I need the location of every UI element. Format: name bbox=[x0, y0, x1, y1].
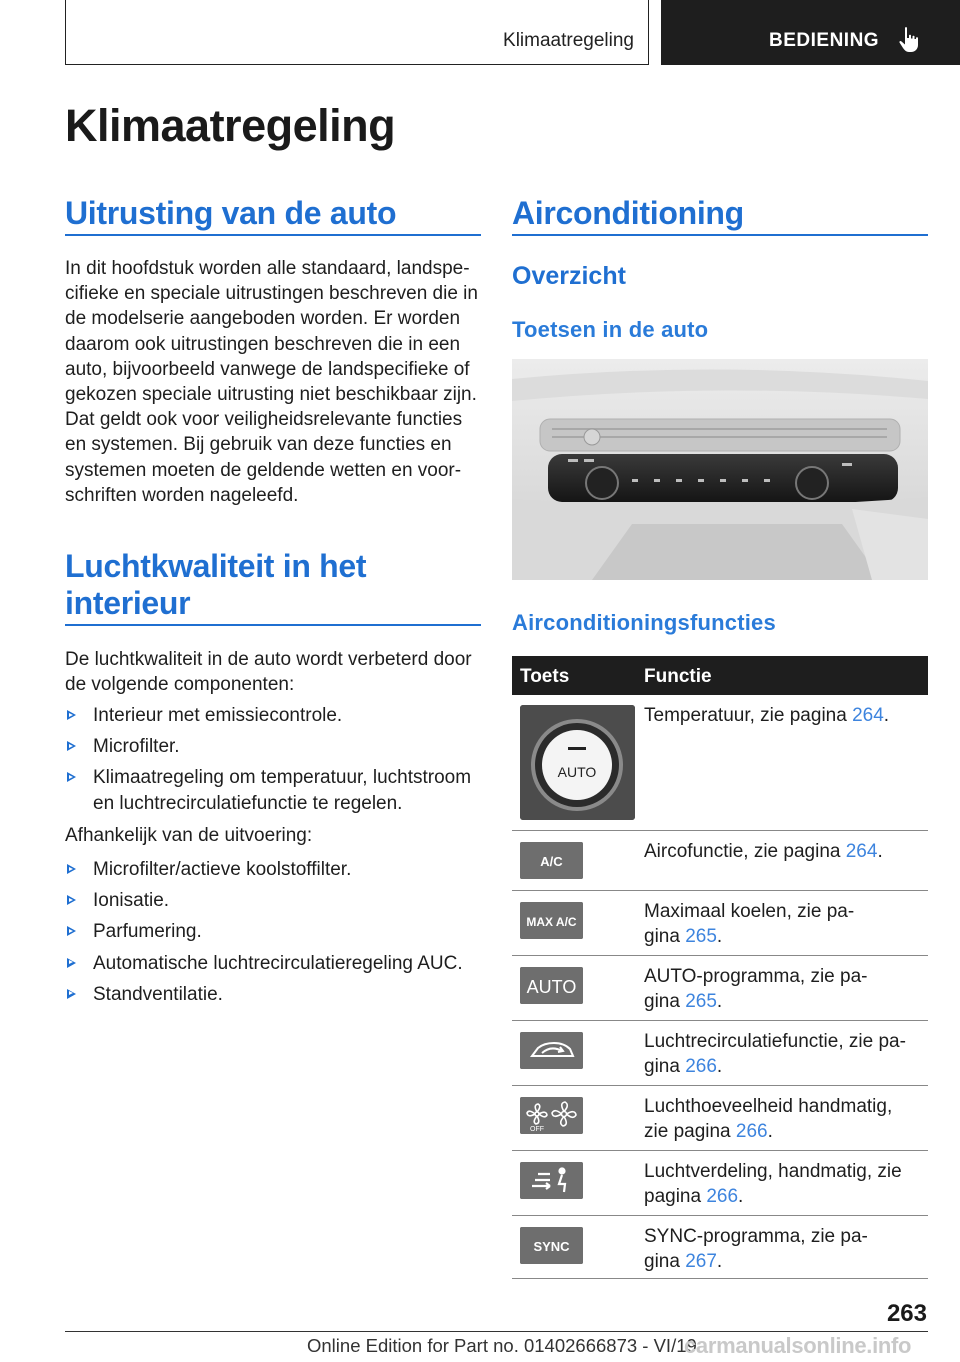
footer-rule bbox=[65, 1331, 928, 1332]
list-item: Klimaatregeling om temperatuur, luchtstroom en luchtrecirculatiefunctie te regelen. bbox=[65, 765, 485, 815]
running-header-title: Klimaatregeling bbox=[503, 30, 634, 51]
row-description: Aircofunctie, zie pagina 264. bbox=[644, 841, 883, 862]
svg-text:AUTO: AUTO bbox=[557, 764, 597, 780]
table-row bbox=[512, 1151, 928, 1216]
list-item: Standventilatie. bbox=[65, 982, 485, 1007]
max-ac-icon bbox=[520, 902, 583, 939]
list-item: Microfilter/actieve koolstoffilter. bbox=[65, 857, 485, 882]
row-description: Luchthoeveelheid handmatig, zie pagina 266. bbox=[644, 1096, 893, 1142]
page-reference-link[interactable]: 265 bbox=[685, 991, 717, 1012]
table-row bbox=[512, 1086, 928, 1151]
row-description: Temperatuur, zie pagina 264. bbox=[644, 705, 890, 726]
page-reference-link[interactable]: 266 bbox=[735, 1121, 768, 1142]
heading-rule bbox=[65, 624, 481, 626]
options-list bbox=[65, 857, 485, 1013]
chapter-title: Klimaatregeling bbox=[65, 100, 396, 151]
list-item: Interieur met emissiecontrole. bbox=[65, 703, 485, 728]
heading-toetsen: Toetsen in de auto bbox=[512, 317, 709, 342]
row-description: Luchtrecirculatiefunctie, zie pa- gina 266. bbox=[644, 1031, 906, 1077]
auto-icon bbox=[520, 967, 583, 1004]
page-reference-link[interactable]: 264 bbox=[845, 841, 878, 862]
sync-icon bbox=[520, 1227, 583, 1264]
bullet-triangle-icon bbox=[67, 741, 76, 751]
svg-text:SYNC: SYNC bbox=[533, 1239, 570, 1254]
heading-airconditioning: Airconditioning bbox=[512, 195, 744, 231]
table-row bbox=[512, 956, 928, 1021]
dashboard-controls-photo bbox=[512, 359, 928, 580]
row-description: AUTO-programma, zie pa- gina 265. bbox=[644, 966, 868, 1012]
luchtkwaliteit-intro: De luchtkwaliteit in de auto wordt verbeterd door de volgende componenten: bbox=[65, 649, 472, 696]
hand-pointer-icon bbox=[897, 26, 921, 54]
heading-overzicht: Overzicht bbox=[512, 262, 626, 290]
recirculation-icon bbox=[520, 1032, 583, 1069]
bullet-triangle-icon bbox=[67, 864, 76, 874]
bullet-triangle-icon bbox=[67, 772, 76, 782]
ac-icon bbox=[520, 842, 583, 879]
svg-text:AUTO: AUTO bbox=[526, 977, 577, 997]
bullet-triangle-icon bbox=[67, 958, 76, 968]
bullet-triangle-icon bbox=[67, 926, 76, 936]
table-row bbox=[512, 891, 928, 956]
heading-functies: Airconditioningsfuncties bbox=[512, 610, 776, 635]
list-item: Parfumering. bbox=[65, 919, 485, 944]
page-reference-link[interactable]: 265 bbox=[685, 926, 717, 947]
col-toets: Toets bbox=[520, 666, 570, 687]
temperature-knob-icon bbox=[520, 705, 635, 820]
bullet-triangle-icon bbox=[67, 710, 76, 720]
climate-panel-illustration bbox=[512, 359, 928, 580]
section-tab bbox=[661, 0, 960, 65]
fan-icon bbox=[520, 1097, 583, 1134]
table-header bbox=[512, 656, 928, 695]
footer-edition: Online Edition for Part no. 01402666873 - VI/19 bbox=[307, 1335, 697, 1356]
table-row bbox=[512, 1021, 928, 1086]
list-item: Automatische luchtrecirculatieregeling AUC. bbox=[65, 951, 485, 976]
col-functie: Functie bbox=[644, 666, 712, 687]
list-item: Ionisatie. bbox=[65, 888, 485, 913]
row-description: Maximaal koelen, zie pa- gina 265. bbox=[644, 901, 855, 947]
heading-luchtkwaliteit: Luchtkwaliteit in het interieur bbox=[65, 548, 367, 621]
page-reference-link[interactable]: 266 bbox=[685, 1056, 717, 1077]
svg-text:MAX A/C: MAX A/C bbox=[526, 915, 577, 929]
page-number: 263 bbox=[886, 1300, 927, 1327]
uitrusting-body: In dit hoofdstuk worden alle standaard, landspe- cifieke en speciale uitrustingen beschreven die in de modelserie aangeboden worden. Er worden daarom ook uitrustingen beschreven die in een auto, bijvoorbeeld vanwege de landspecifieke of gekozen speciale uitrusting niet beschikbaar zijn. Dat geldt ook voor veiligheidsrelevante functies en systemen. Bij gebruik van deze functies en systemen moeten de geldende wetten en voor- schriften worden nageleefd. bbox=[65, 258, 478, 506]
table-row bbox=[512, 831, 928, 891]
list-item: Microfilter. bbox=[65, 734, 485, 759]
watermark: carmanualsonline.info bbox=[684, 1333, 912, 1358]
bullet-triangle-icon bbox=[67, 989, 76, 999]
heading-uitrusting: Uitrusting van de auto bbox=[65, 195, 397, 231]
page-reference-link[interactable]: 267 bbox=[685, 1251, 717, 1272]
page-reference-link[interactable]: 266 bbox=[706, 1186, 739, 1207]
air-distribution-icon bbox=[520, 1162, 583, 1199]
heading-rule bbox=[512, 234, 928, 236]
svg-text:A/C: A/C bbox=[540, 854, 563, 869]
bullet-triangle-icon bbox=[67, 895, 76, 905]
afhankelijk-text: Afhankelijk van de uitvoering: bbox=[65, 825, 313, 846]
section-tab-label: BEDIENING bbox=[769, 30, 880, 51]
svg-text:OFF: OFF bbox=[530, 1126, 544, 1133]
row-description: SYNC-programma, zie pa- gina 267. bbox=[644, 1226, 868, 1272]
running-header bbox=[65, 0, 649, 65]
page-reference-link[interactable]: 264 bbox=[852, 705, 884, 726]
table-row bbox=[512, 1216, 928, 1279]
row-description: Luchtverdeling, handmatig, zie pagina 266. bbox=[644, 1161, 902, 1207]
components-list bbox=[65, 703, 485, 822]
table-row bbox=[512, 695, 928, 831]
heading-rule bbox=[65, 234, 481, 236]
